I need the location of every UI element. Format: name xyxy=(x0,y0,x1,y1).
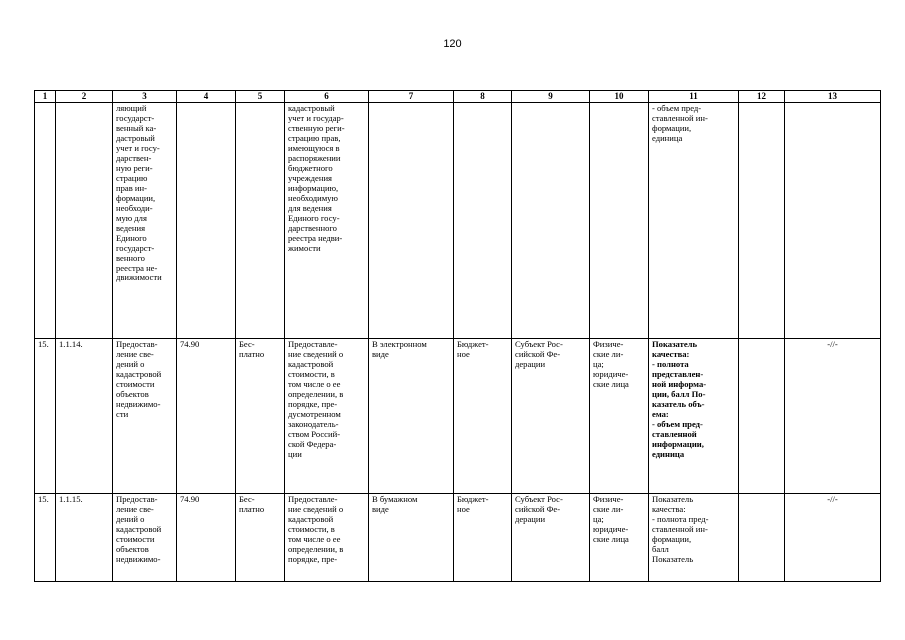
table-cell: Бюджет- ное xyxy=(454,339,512,494)
table-cell: Бюджет- ное xyxy=(454,494,512,582)
table-cell xyxy=(785,103,881,339)
table-cell: -//- xyxy=(785,494,881,582)
column-header: 10 xyxy=(590,91,649,103)
table-cell: 74.90 xyxy=(177,339,236,494)
table-cell: Физиче- ские ли- ца; юридиче- ские лица xyxy=(590,339,649,494)
page-number: 120 xyxy=(443,38,462,50)
table-cell: 15. xyxy=(35,339,56,494)
table-cell xyxy=(739,103,785,339)
table-cell: Субъект Рос- сийской Фе- дерации xyxy=(512,494,590,582)
table-cell xyxy=(56,103,113,339)
table-row xyxy=(35,494,881,582)
table-cell: Бес- платно xyxy=(236,339,285,494)
table-cell: Предостав- ление све- дений о кадастровой стоимости объектов недвижимо- xyxy=(113,494,177,582)
header-row xyxy=(35,91,881,103)
column-header: 13 xyxy=(785,91,881,103)
table-cell xyxy=(369,103,454,339)
table-cell xyxy=(454,103,512,339)
column-header: 1 xyxy=(35,91,56,103)
column-header: 4 xyxy=(177,91,236,103)
table-cell: 74.90 xyxy=(177,494,236,582)
table-cell: ляющий государст- венный ка- дастровый учет и госу- дарствен- ную реги- страцию прав ин- формации, необходи- мую для ведения Единого государст- венного реестра не- движимости xyxy=(113,103,177,339)
table-cell: Предостав- ление све- дений о кадастровой стоимости объектов недвижимо- сти xyxy=(113,339,177,494)
table-cell: Предоставле- ние сведений о кадастровой стоимости, в том числе о ее определении, в порядке, пре- xyxy=(285,494,369,582)
column-header: 6 xyxy=(285,91,369,103)
column-header: 2 xyxy=(56,91,113,103)
table-cell: Субъект Рос- сийской Фе- дерации xyxy=(512,339,590,494)
column-header: 12 xyxy=(739,91,785,103)
table-cell: В электронном виде xyxy=(369,339,454,494)
table-row xyxy=(35,103,881,339)
table-cell: Показатель качества: - полнота представлен- ной информа- ции, балл По- казатель объ- ема: - объем пред- ставленной информации, единица xyxy=(649,339,739,494)
column-header: 9 xyxy=(512,91,590,103)
table-cell: 15. xyxy=(35,494,56,582)
table-cell: 1.1.15. xyxy=(56,494,113,582)
column-header: 11 xyxy=(649,91,739,103)
table-cell xyxy=(739,339,785,494)
table-cell xyxy=(512,103,590,339)
table-cell: Предоставле- ние сведений о кадастровой стоимости, в том числе о ее определении, в порядке, пре- дусмотренном законодатель- ством Россий- ской Федера- ции xyxy=(285,339,369,494)
table-cell: -//- xyxy=(785,339,881,494)
table-cell xyxy=(35,103,56,339)
table-cell: Бес- платно xyxy=(236,494,285,582)
table-cell xyxy=(236,103,285,339)
table-cell: В бумажном виде xyxy=(369,494,454,582)
services-table xyxy=(34,90,881,582)
table-row xyxy=(35,339,881,494)
column-header: 7 xyxy=(369,91,454,103)
table-cell xyxy=(739,494,785,582)
table-cell: - объем пред- ставленной ин- формации, единица xyxy=(649,103,739,339)
table-cell: 1.1.14. xyxy=(56,339,113,494)
table-cell xyxy=(177,103,236,339)
table-cell: кадастровый учет и государ- ственную реги- страцию прав, имеющуюся в распоряжении бюджетного учреждения информацию, необходимую для ведения Единого госу- дарственного реестра недви- жимости xyxy=(285,103,369,339)
column-header: 3 xyxy=(113,91,177,103)
table-cell: Показатель качества: - полнота пред- ставленной ин- формации, балл Показатель xyxy=(649,494,739,582)
column-header: 8 xyxy=(454,91,512,103)
column-header: 5 xyxy=(236,91,285,103)
table-cell xyxy=(590,103,649,339)
table-cell: Физиче- ские ли- ца; юридиче- ские лица xyxy=(590,494,649,582)
